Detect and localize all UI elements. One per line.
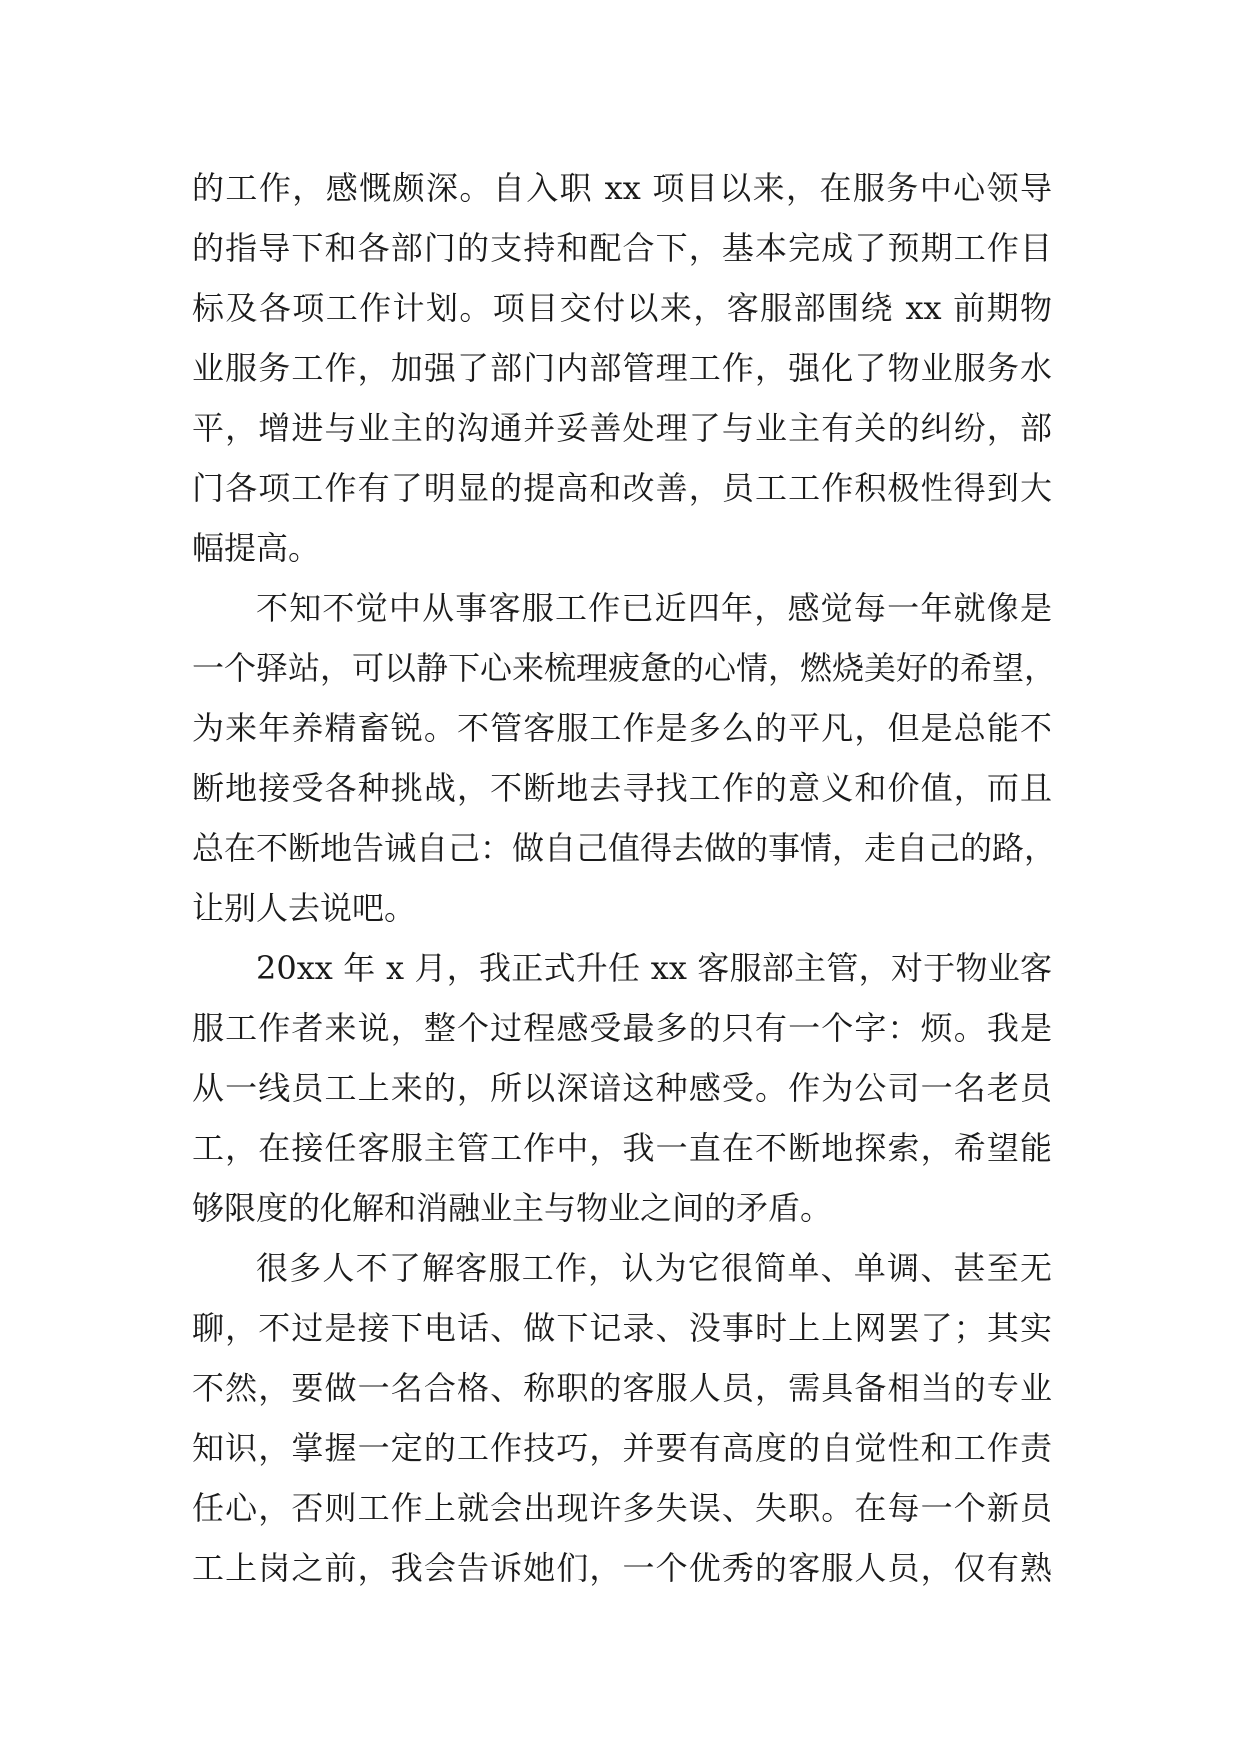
text-line: 让别人去说吧。 [192, 889, 417, 927]
text-line: 标及各项工作计划。项目交付以来，客服部围绕 xx 前期物 [192, 289, 1052, 327]
text-line: 不知不觉中从事客服工作已近四年，感觉每一年就像是 [256, 589, 1052, 627]
text-line: 业服务工作，加强了部门内部管理工作，强化了物业服务水 [192, 349, 1052, 387]
paragraph-2 [192, 578, 1057, 938]
text-line: 平，增进与业主的沟通并妥善处理了与业主有关的纠纷，部 [192, 409, 1052, 447]
text-line: 从一线员工上来的，所以深谙这种感受。作为公司一名老员 [192, 1069, 1052, 1107]
text-line: 幅提高。 [192, 529, 321, 567]
text-line: 知识，掌握一定的工作技巧，并要有高度的自觉性和工作责 [192, 1429, 1052, 1467]
text-line: 聊，不过是接下电话、做下记录、没事时上上网罢了；其实 [192, 1309, 1052, 1347]
text-line: 任心，否则工作上就会出现许多失误、失职。在每一个新员 [192, 1489, 1052, 1527]
text-line: 为来年养精畜锐。不管客服工作是多么的平凡，但是总能不 [192, 709, 1052, 747]
text-line: 的指导下和各部门的支持和配合下，基本完成了预期工作目 [192, 229, 1052, 267]
text-line: 一个驿站，可以静下心来梳理疲惫的心情，燃烧美好的希望， [192, 649, 1057, 687]
text-line: 不然，要做一名合格、称职的客服人员，需具备相当的专业 [192, 1369, 1052, 1407]
text-line: 工上岗之前，我会告诉她们，一个优秀的客服人员，仅有熟 [192, 1549, 1052, 1587]
body-text [192, 158, 1057, 1598]
text-line: 工，在接任客服主管工作中，我一直在不断地探索，希望能 [192, 1129, 1052, 1167]
paragraph-4 [192, 1238, 1052, 1598]
text-line: 20xx 年 x 月，我正式升任 xx 客服部主管，对于物业客 [256, 949, 1052, 987]
paragraph-3 [192, 938, 1052, 1238]
text-line: 够限度的化解和消融业主与物业之间的矛盾。 [192, 1189, 833, 1227]
text-line: 门各项工作有了明显的提高和改善，员工工作积极性得到大 [192, 469, 1052, 507]
text-line: 很多人不了解客服工作，认为它很简单、单调、甚至无 [256, 1249, 1052, 1287]
text-line: 断地接受各种挑战，不断地去寻找工作的意义和价值，而且 [192, 769, 1052, 807]
text-line: 的工作，感慨颇深。自入职 xx 项目以来，在服务中心领导 [192, 169, 1052, 207]
paragraph-1 [192, 158, 1052, 578]
text-line: 总在不断地告诫自己：做自己值得去做的事情，走自己的路， [192, 829, 1057, 867]
text-line: 服工作者来说，整个过程感受最多的只有一个字：烦。我是 [192, 1009, 1052, 1047]
